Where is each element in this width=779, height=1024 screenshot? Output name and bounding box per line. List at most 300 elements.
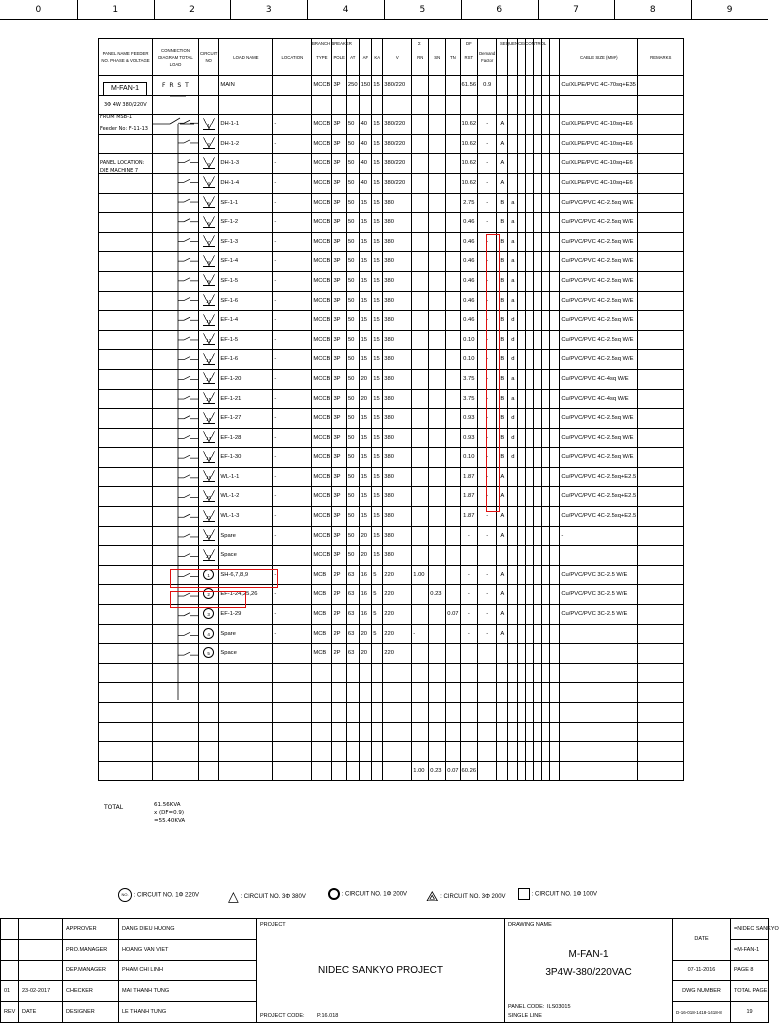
legend-3ph-200 [426,888,506,905]
cell-ctl: d [508,428,518,448]
cell-c [153,95,199,115]
cell-rn [412,428,429,448]
cell-ctl: a [508,193,518,213]
triangle-icon: △ [228,888,239,904]
cell-pole: 3P [332,507,346,527]
cell-v [383,742,412,762]
cell-af: 15 [359,193,372,213]
cell-name: SF-1-5 [219,271,273,291]
cell-ka: 15 [372,369,383,389]
cell-df: - [478,115,497,135]
cell-df: - [478,271,497,291]
cell-s3 [534,546,542,566]
cell-v: 380 [383,507,412,527]
cell-df: - [478,134,497,154]
cell-pole: 3P [332,213,346,233]
cell-sn [429,565,446,585]
cell-r [638,761,684,781]
cell-s1 [518,369,526,389]
cell-sn [429,369,446,389]
cell-pole: 3P [332,369,346,389]
cell-s5 [550,76,560,96]
cell-pole: 3P [332,115,346,135]
header-connection: CONNECTION DIAGRAM TOTAL LOAD [153,39,199,76]
cell-at: 250 [346,76,359,96]
cell-s1 [518,271,526,291]
cell-df [478,663,497,683]
cell-df: - [478,173,497,193]
cell-type: MCCB [312,115,332,135]
cell-rst: 1.87 [460,467,478,487]
cell-seq: A [497,154,508,174]
cell-s1 [518,507,526,527]
cell-c [153,644,199,664]
cell-no [199,291,219,311]
cell-df: - [478,448,497,468]
cell-name: DH-1-1 [219,115,273,135]
cell-tn [446,193,460,213]
panel-schedule-table [98,38,684,781]
cell-sn [429,624,446,644]
cell-ka: 15 [372,428,383,448]
triangle-icon: 3 [203,157,215,169]
cell-rst: 10.62 [460,154,478,174]
cell-s2 [526,115,534,135]
cell-seq: B [497,232,508,252]
cell-p [99,311,153,331]
ruler-cell: 2 [189,5,195,15]
cell-no [199,409,219,429]
cell-af: 15 [359,448,372,468]
cell-p [99,193,153,213]
cell-tn [446,409,460,429]
cell-pole: 3P [332,76,346,96]
cell-pole: 3P [332,467,346,487]
cell-v: 380 [383,487,412,507]
cell-ctl [508,115,518,135]
cell-s5 [550,173,560,193]
table-row-empty [99,663,684,683]
cell-type: MCB [312,644,332,664]
cell-af: 150 [359,76,372,96]
cell-p [99,487,153,507]
cell-loc: - [273,565,312,585]
cell-cable [560,546,638,566]
cell-s2 [526,703,534,723]
project-label: PROJECT [260,922,286,928]
cell-no [199,154,219,174]
cell-loc: - [273,350,312,370]
cell-s5 [550,507,560,527]
cell-r [638,271,684,291]
cell-s2 [526,683,534,703]
designer-name: LE THANH TUNG [119,1002,257,1023]
cell-ctl [508,467,518,487]
table-row [99,409,684,429]
cell-s4 [542,232,550,252]
triangle-icon: 7 [203,235,215,247]
triangle-icon: 11 [203,314,215,326]
cell-s5 [550,115,560,135]
cell-type: MCCB [312,271,332,291]
cell-type: MCCB [312,428,332,448]
cell-s2 [526,291,534,311]
cell-df: - [478,330,497,350]
cell-s1 [518,409,526,429]
cell-af: 20 [359,546,372,566]
cell-sn [429,350,446,370]
cell-at: 63 [346,565,359,585]
cell-p [99,585,153,605]
cell-s4 [542,722,550,742]
cell-rn [412,507,429,527]
cell-rn [412,722,429,742]
cell-df: - [478,605,497,625]
cell-c [153,134,199,154]
drawing-name-label: DRAWING NAME [508,922,552,928]
cell-name: EF-1-21 [219,389,273,409]
cell-s1 [518,311,526,331]
cell-loc: - [273,369,312,389]
square-icon [518,888,530,900]
cell-cable: Cu/PVC/PVC 4C-2.5sq W/E [560,291,638,311]
cell-af [359,683,372,703]
table-row [99,271,684,291]
cell-ctl [508,134,518,154]
cell-rst [460,546,478,566]
cell-s2 [526,624,534,644]
cell-rst: 10.62 [460,115,478,135]
cell-pole: 3P [332,389,346,409]
cell-type: MCCB [312,252,332,272]
approver-label: APPROVER [63,919,119,940]
cell-tn [446,703,460,723]
cell-df: - [478,193,497,213]
cell-pole [332,95,346,115]
cell-sn [429,232,446,252]
cell-tn [446,369,460,389]
cell-at [346,722,359,742]
cell-name: SF-1-6 [219,291,273,311]
cell-type [312,742,332,762]
highlight-sequence-control [486,234,500,512]
cell-pole: 3P [332,252,346,272]
cell-sn [429,507,446,527]
cell-af: 15 [359,507,372,527]
cell-r [638,703,684,723]
header-ka: KA [372,39,383,76]
triangle-icon: 18 [203,451,215,463]
table-row [99,389,684,409]
cell-type: MCB [312,605,332,625]
cell-s3 [534,507,542,527]
cell-rn [412,193,429,213]
cell-at: 50 [346,232,359,252]
legend-text: : CIRCUIT NO. 3Φ 380V [240,894,306,901]
cell-tn [446,76,460,96]
cell-ka: 5 [372,565,383,585]
cell-r [638,252,684,272]
cell-sn [429,546,446,566]
cell-v: 380/220 [383,134,412,154]
cell-seq: B [497,311,508,331]
cell-seq: A [497,585,508,605]
cell-af: 15 [359,232,372,252]
cell-tn [446,644,460,664]
legend-1ph-220 [118,888,199,902]
cell-p [99,722,153,742]
cell-loc: - [273,448,312,468]
cell-s1 [518,115,526,135]
cell-s4 [542,565,550,585]
cell-v: 380 [383,467,412,487]
project-code: P.16.018 [317,1012,339,1019]
cell-ka: 15 [372,134,383,154]
cell-c [153,703,199,723]
cell-p [99,252,153,272]
cell-c [153,311,199,331]
cell-name: SH-6,7,8,9 [219,565,273,585]
header-sequence: SEQUENCE/CONTROL [500,41,547,46]
table-row [99,369,684,389]
cell-s3 [534,213,542,233]
legend-3ph-380 [228,888,306,905]
cell-s1 [518,76,526,96]
cell-rst: 0.10 [460,330,478,350]
cell-cable: Cu/PVC/PVC 4C-2.5sq W/E [560,428,638,448]
cell-type [312,95,332,115]
cell-s1 [518,134,526,154]
cell-no [199,467,219,487]
cell-s3 [534,330,542,350]
header-v: V [383,39,412,76]
cell-r [638,605,684,625]
cell-s3 [534,565,542,585]
cell-type: MCCB [312,193,332,213]
cell-v: 380 [383,232,412,252]
cell-s4 [542,663,550,683]
cell-s3 [534,350,542,370]
checker-name: MAI THANH TUNG [119,981,257,1002]
cell-pole: 3P [332,409,346,429]
cell-seq: A [497,173,508,193]
cell-sn [429,703,446,723]
cell-at: 50 [346,115,359,135]
cell-s2 [526,761,534,781]
cell-seq: A [497,487,508,507]
cell-s5 [550,252,560,272]
cell-af: 16 [359,585,372,605]
cell-tn [446,428,460,448]
cell-s3 [534,742,542,762]
cell-ctl: d [508,330,518,350]
cell-pole: 3P [332,448,346,468]
cell-s3 [534,311,542,331]
legend-text: : CIRCUIT NO. 1Φ 100V [531,891,598,898]
triangle-icon: 9 [203,274,215,286]
table-row [99,76,684,96]
cell-v: 380/220 [383,76,412,96]
cell-seq [497,742,508,762]
cell-ka: 15 [372,115,383,135]
cell-type: MCCB [312,369,332,389]
table-row-empty [99,703,684,723]
cell-s4 [542,134,550,154]
cell-at: 50 [346,311,359,331]
cell-df [478,683,497,703]
dwg-value: D-16-018-1418-1418-8 [673,1002,731,1023]
cell-s3 [534,487,542,507]
header-remarks: REMARKS [638,39,684,76]
cell-v: 380 [383,369,412,389]
cell-name: DH-1-4 [219,173,273,193]
cell-af: 16 [359,565,372,585]
cell-s1 [518,526,526,546]
triangle-icon: 10 [203,294,215,306]
cell-ctl [508,703,518,723]
cell-rn [412,311,429,331]
cell-ctl [508,761,518,781]
cell-rn [412,663,429,683]
cell-s1 [518,585,526,605]
cell-s3 [534,173,542,193]
cell-cable [560,703,638,723]
table-row [99,291,684,311]
ruler-cell: 9 [726,5,733,15]
header-type: TYPE [312,39,332,76]
cell-p [99,526,153,546]
cell-s4 [542,311,550,331]
cell-tn [446,565,460,585]
cell-type: MCCB [312,409,332,429]
cell-af [359,742,372,762]
cell-rst [460,95,478,115]
cell-df [478,95,497,115]
cell-tn [446,252,460,272]
cell-af: 15 [359,291,372,311]
cell-p [99,271,153,291]
cell-v: 380 [383,428,412,448]
cell-type: MCCB [312,173,332,193]
cell-at: 50 [346,507,359,527]
cell-loc: - [273,330,312,350]
cell-s4 [542,252,550,272]
cell-name: EF-1-20 [219,369,273,389]
cell-no [199,722,219,742]
cell-rn [412,409,429,429]
cell-p [99,761,153,781]
cell-seq: B [497,193,508,213]
cell-s5 [550,722,560,742]
cell-rn [412,95,429,115]
highlight-spare-row [170,569,278,588]
cell-seq: B [497,350,508,370]
cell-rn [412,467,429,487]
cell-loc: - [273,585,312,605]
cell-s1 [518,232,526,252]
cell-p [99,742,153,762]
cell-seq [497,683,508,703]
cell-ka: 15 [372,409,383,429]
cell-r [638,428,684,448]
cell-name: WL-1-2 [219,487,273,507]
cell-sn: 0.23 [429,585,446,605]
cell-no [199,271,219,291]
cell-no [199,742,219,762]
circle-icon: 5 [203,647,214,658]
cell-seq: B [497,330,508,350]
cell-rn [412,487,429,507]
cell-af [359,722,372,742]
table-row [99,467,684,487]
cell-v: 220 [383,644,412,664]
cell-s2 [526,605,534,625]
cell-tn [446,448,460,468]
cell-s4 [542,428,550,448]
project-cell [257,919,505,1023]
cell-type: MCCB [312,232,332,252]
cell-cable: Cu/PVC/PVC 4C-2.5sq+E2.5 [560,467,638,487]
cell-rn [412,389,429,409]
cell-rn [412,546,429,566]
table-row [99,154,684,174]
cell-s1 [518,193,526,213]
cell-p [99,350,153,370]
cell-cable [560,663,638,683]
cell-s1 [518,350,526,370]
cell-rst: - [460,605,478,625]
cell-rst: 3.75 [460,369,478,389]
cell-seq: A [497,565,508,585]
cell-r [638,663,684,683]
cell-type: MCB [312,565,332,585]
cell-s2 [526,742,534,762]
cell-r [638,683,684,703]
cell-rst [460,644,478,664]
panel-name-box: M-FAN-1 [103,82,147,96]
cell-p [99,134,153,154]
cell-r [638,350,684,370]
cell-v: 380 [383,448,412,468]
cell-s2 [526,585,534,605]
table-row [99,526,684,546]
cell-s1 [518,722,526,742]
cell-seq [497,95,508,115]
cell-c [153,271,199,291]
cell-loc: - [273,507,312,527]
cell-v: 220 [383,605,412,625]
cell-no [199,252,219,272]
cell-loc: - [273,526,312,546]
cell-s3 [534,761,542,781]
cell-c [153,173,199,193]
cell-tn [446,213,460,233]
cell-type: MCCB [312,291,332,311]
cell-ctl [508,742,518,762]
cell-loc: - [273,467,312,487]
cell-v [383,683,412,703]
table-row [99,173,684,193]
cell-tn [446,585,460,605]
cell-c [153,428,199,448]
triangle-icon: 17 [203,431,215,443]
cell-rn [412,271,429,291]
designer-label: DESIGNER [63,1002,119,1023]
cell-rst: 0.46 [460,311,478,331]
total-page-value: 19 [731,1002,769,1023]
cell-ctl: d [508,350,518,370]
cell-tn [446,115,460,135]
